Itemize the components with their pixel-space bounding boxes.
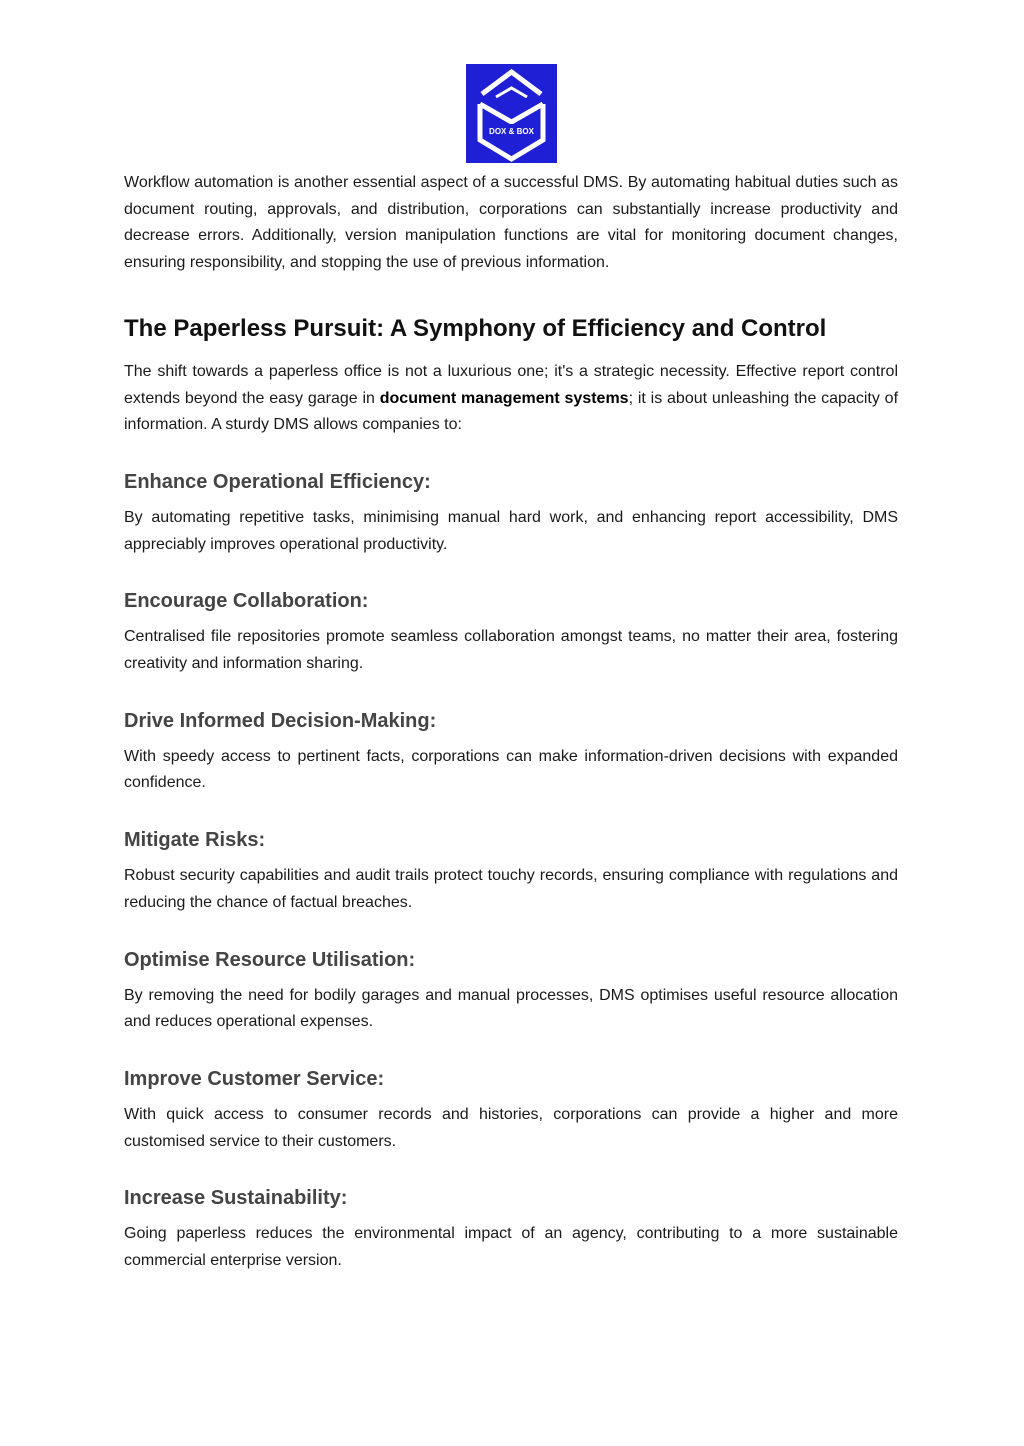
section-text: Centralised file repositories promote seamless collaboration amongst teams, no matter their area, fostering creativity and information sharing.: [124, 628, 898, 673]
section-text: By automating repetitive tasks, minimising manual hard work, and enhancing report accessibility, DMS appreciably improves operational productivity.: [124, 508, 898, 553]
section-sustainability: [124, 1185, 898, 1274]
section-heading: Optimise Resource Utilisation:: [124, 948, 416, 971]
section-text: Going paperless reduces the environmental impact of an agency, contributing to a more sustainable commercial enterprise version.: [124, 1225, 898, 1270]
section-heading: Enhance Operational Efficiency:: [124, 470, 431, 493]
section-resource-utilisation: [124, 947, 898, 1036]
main-paragraph-after: ; it is about unleashing the capacity of information. A sturdy DMS allows companies to:: [124, 389, 899, 434]
section-heading: Mitigate Risks:: [124, 829, 266, 852]
section-enhance-efficiency: [124, 469, 898, 558]
section-heading: Drive Informed Decision-Making:: [124, 709, 437, 732]
section-text: With quick access to consumer records and histories, corporations can provide a higher and more customised service to their customers.: [124, 1105, 898, 1150]
section-text: Robust security capabilities and audit trails protect touchy records, ensuring compliance with regulations and reducing the chance of factual breaches.: [124, 867, 898, 911]
main-paragraph: [124, 359, 898, 439]
section-heading: Increase Sustainability:: [124, 1187, 348, 1210]
main-heading: The Paperless Pursuit: A Symphony of Efficiency and Control: [124, 314, 827, 342]
section-informed-decisions: [124, 708, 898, 797]
section-encourage-collaboration: [124, 588, 898, 677]
section-heading: Improve Customer Service:: [124, 1067, 385, 1090]
section-customer-service: [124, 1066, 898, 1155]
dms-link-text: document management systems: [379, 389, 629, 407]
logo-text: DOX & BOX: [489, 127, 534, 136]
dox-and-box-logo: [466, 64, 557, 163]
section-heading: Encourage Collaboration:: [124, 590, 369, 613]
document-body: [124, 170, 898, 1275]
section-text: With speedy access to pertinent facts, corporations can make information-driven decisions with expanded confidence.: [124, 747, 898, 792]
section-text: By removing the need for bodily garages and manual processes, DMS optimises useful resource allocation and reduces operational expenses.: [124, 986, 898, 1031]
box-logo-icon: [466, 64, 557, 163]
intro-paragraph: Workflow automation is another essential aspect of a successful DMS. By automating habitual duties such as document routing, approvals, and distribution, corporations can substantially increase productivity and decrease errors. Additionally, version manipulation functions are vital for monitoring document changes, ensuring responsibility, and stopping the use of previous information.: [124, 174, 898, 272]
section-mitigate-risks: [124, 827, 898, 916]
main-paragraph-before: The shift towards a paperless office is not a luxurious one; it's a strategic necessity. Effective report control extends beyond the easy garage in: [124, 362, 898, 407]
